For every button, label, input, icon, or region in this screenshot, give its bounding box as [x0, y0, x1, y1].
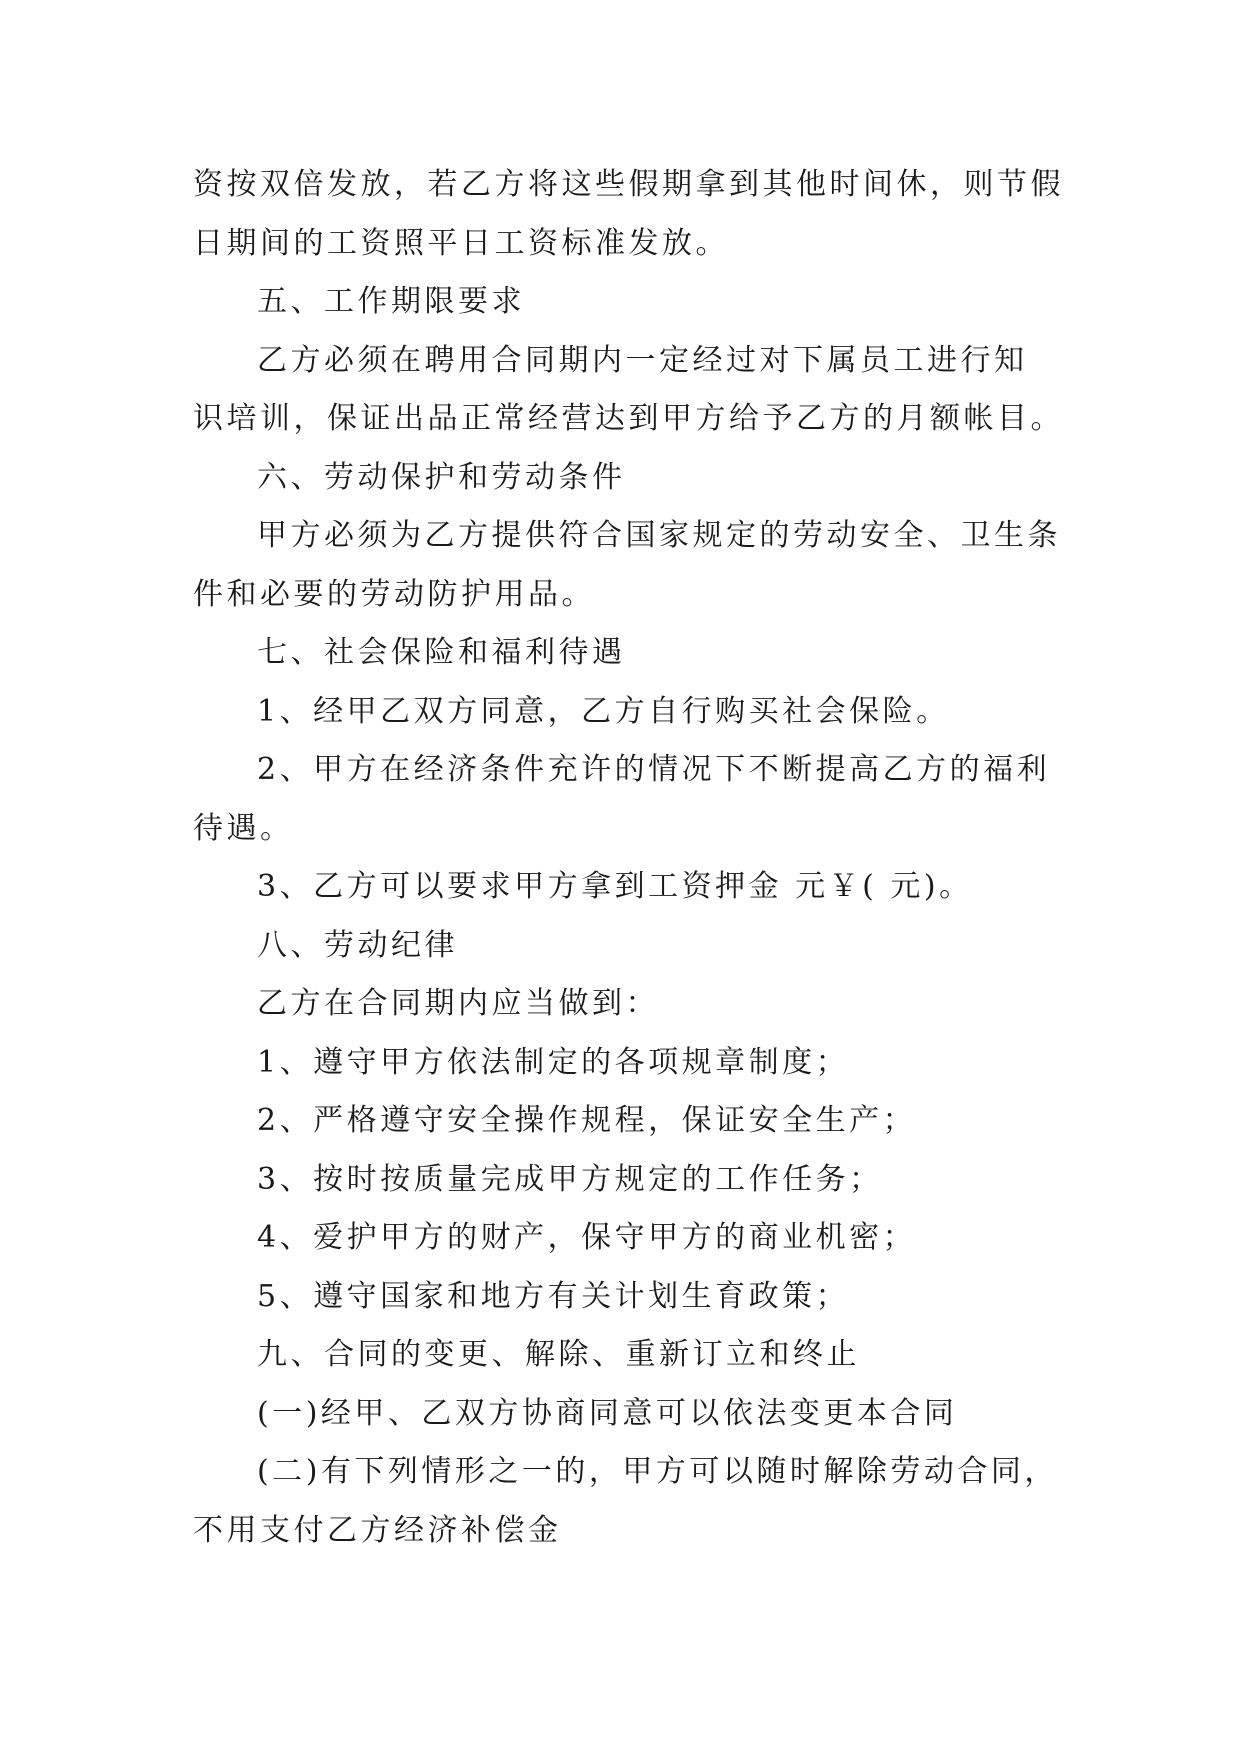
- list-item: 4、爱护甲方的财产，保守甲方的商业机密；: [257, 1220, 917, 1255]
- paragraph-line: 不用支付乙方经济补偿金: [193, 1512, 562, 1548]
- list-item: 2、严格遵守安全操作规程，保证安全生产；: [257, 1103, 917, 1138]
- list-item: 3、乙方可以要求甲方拿到工资押金 元￥( 元)。: [257, 869, 973, 904]
- list-item: 1、经甲乙双方同意，乙方自行购买社会保险。: [257, 693, 950, 729]
- paragraph-line: 乙方必须在聘用合同期内一定经过对下属员工进行知: [257, 342, 1028, 378]
- paragraph-line: 甲方必须为乙方提供符合国家规定的劳动安全、卫生条: [257, 518, 1061, 553]
- document-body: [193, 156, 1073, 1560]
- paragraph-line: 乙方在合同期内应当做到：: [257, 986, 659, 1021]
- list-item: 2、甲方在经济条件充许的情况下不断提高乙方的福利: [257, 752, 1051, 787]
- section-heading: 九、合同的变更、解除、重新订立和终止: [257, 1337, 860, 1372]
- section-heading: 八、劳动纪律: [257, 927, 458, 963]
- paragraph-line: 资按双倍发放，若乙方将这些假期拿到其他时间休，则节假: [193, 167, 1064, 202]
- section-heading: 六、劳动保护和劳动条件: [257, 459, 626, 495]
- list-item: 3、按时按质量完成甲方规定的工作任务；: [257, 1161, 883, 1197]
- paragraph-line: 日期间的工资照平日工资标准发放。: [193, 225, 729, 261]
- paragraph-line: 件和必要的劳动防护用品。: [193, 576, 595, 612]
- section-heading: 五、工作期限要求: [257, 284, 525, 319]
- paragraph-line: 待遇。: [193, 810, 294, 846]
- list-item: 1、遵守甲方依法制定的各项规章制度；: [257, 1044, 850, 1080]
- list-item: 5、遵守国家和地方有关计划生育政策；: [257, 1278, 850, 1314]
- list-item: (二)有下列情形之一的，甲方可以随时解除劳动合同，: [257, 1454, 1058, 1489]
- list-item: (一)经甲、乙双方协商同意可以依法变更本合同: [257, 1395, 958, 1431]
- section-heading: 七、社会保险和福利待遇: [257, 635, 626, 670]
- paragraph-line: 识培训，保证出品正常经营达到甲方给予乙方的月额帐目。: [193, 401, 1064, 436]
